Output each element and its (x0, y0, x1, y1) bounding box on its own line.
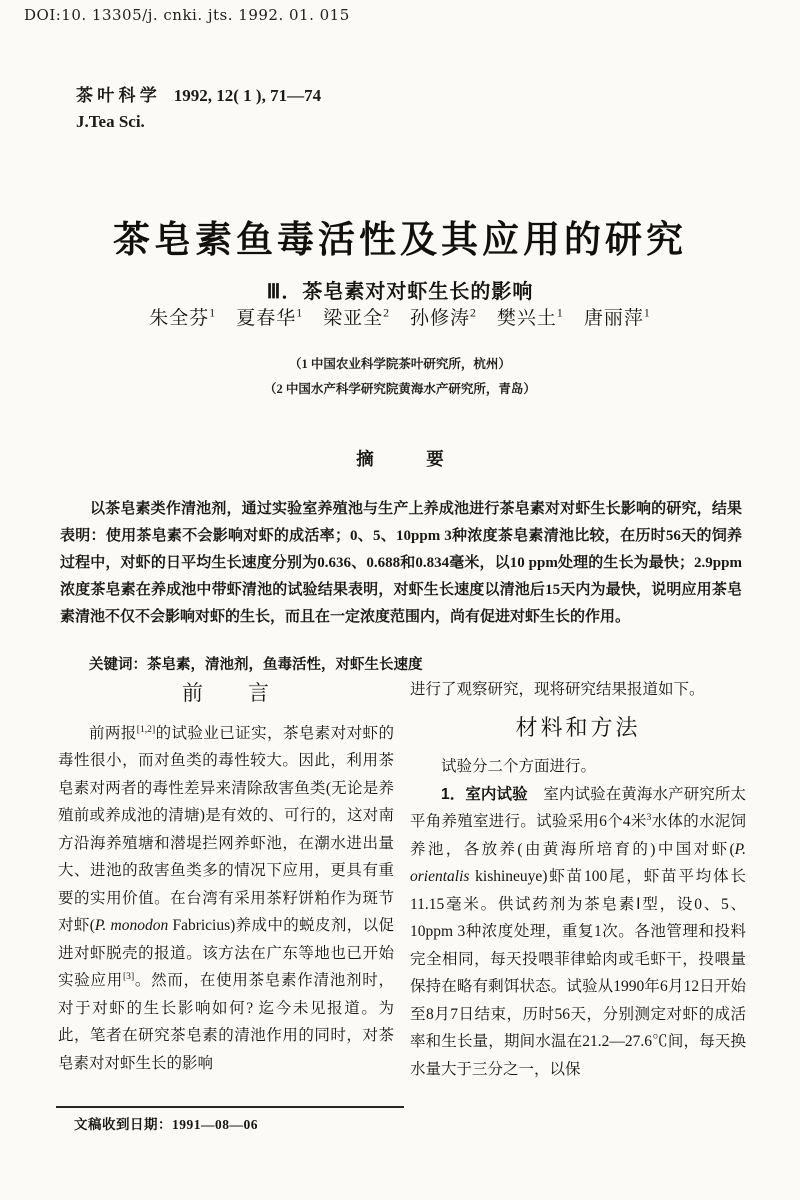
keywords-text: 茶皂素，清池剂，鱼毒活性，对虾生长速度 (147, 656, 423, 673)
affiliation-line-2: （2 中国水产科学研究院黄海水产研究所，青岛） (264, 382, 536, 396)
paper-title: 茶皂素鱼毒活性及其应用的研究 (113, 218, 687, 260)
abstract-text: 以茶皂素类作清池剂，通过实验室养殖池与生产上养成池进行茶皂素对对虾生长影响的研究，结果表明：使用茶皂素不会影响对虾的成活率；0、5、10ppm 3种浓度茶皂素清池比较，在历时56天的饲养过程中，对虾的日平均生长速度分别为0.636、0.688和0.834毫米，以10 ppm处理的生长为最快；2.9ppm浓度茶皂素在养成池中带虾清池的试验结果表明，对虾生长速度以清池后15天内为最快，说明应用茶皂素清池不仅不会影响对虾的生长，而且在一定浓度范围内，尚有促进对虾生长的作用。 (60, 501, 742, 625)
affiliations-block (0, 352, 800, 402)
methods-paragraph-2: 1．室内试验 室内试验在黄海水产研究所太平角养殖室进行。试验采用6个4米$^3$水体的水泥饲养池，各放养(由黄海所培育的)中国对虾(P. orientalis kishineuye)虾苗100尾，虾苗平均体长11.15毫米。供试药剂为茶皂素Ⅰ型，设0、5、10ppm 3种浓度处理，重复1次。各池管理和投料完全相同，每天投喂菲律蛤肉或毛虾干，投喂量保持在略有剩饵状态。试验从1990年6月12日开始至8月7日结束，历时56天，分别测定对虾的成活率和生长量，期间水温在21.2—27.6℃间，每天换水量大于三分之一，以保 (410, 785, 746, 1078)
journal-info (76, 83, 321, 135)
manuscript-received-note: 文稿收到日期：1991—08—06 (74, 1117, 258, 1132)
affiliation-line-1: （1 中国农业科学院茶叶研究所，杭州） (289, 357, 511, 371)
authors-line: 朱全芬$^1$ 夏春华$^1$ 梁亚全$^2$ 孙修涛$^2$ 樊兴土$^1$ 唐丽萍$^1$ (149, 306, 651, 329)
intro-heading: 前 言 (182, 681, 270, 705)
footnote-divider (56, 1106, 404, 1108)
abstract-heading: 摘 要 (356, 449, 444, 469)
paper-subtitle: Ⅲ．茶皂素对对虾生长的影响 (266, 280, 534, 303)
journal-citation-cn: 茶 叶 科 学 1992, 12( 1 ), 71—74 (76, 86, 322, 105)
doi-text: DOI:10. 13305/j. cnki. jts. 1992. 01. 015 (24, 6, 350, 24)
journal-citation-en: J.Tea Sci. (76, 112, 145, 131)
methods-heading: 材料和方法 (515, 714, 641, 740)
right-column (410, 676, 746, 1083)
two-column-body (58, 676, 746, 1083)
keywords-label: 关键词： (89, 656, 147, 673)
methods-paragraph-1: 试验分二个方面进行。 (441, 758, 597, 775)
intro-continuation: 进行了观察研究，现将研究结果报道如下。 (410, 681, 705, 698)
keywords-line (60, 653, 742, 674)
left-column (58, 676, 394, 1083)
intro-paragraph: 前两报[1,2]的试验业已证实，茶皂素对对虾的毒性很小，而对鱼类的毒性较大。因此，利用茶皂素对两者的毒性差异来清除敌害鱼类(无论是养殖前或养成池的清塘)是有效的、可行的，这对南方沿海养殖塘和潜堤拦网养虾池，在潮水进出量大、进池的敌害鱼类多的情况下应用，更具有重要的实用价值。在台湾有采用茶籽饼粕作为斑节对虾(P. monodon Fabricius)养成中的蜕皮剂，以促进对虾脱壳的报道。该方法在广东等地也已开始实验应用[3]。然而，在使用茶皂素作清池剂时，对于对虾的生长影响如何? 迄今未见报道。为此，笔者在研究茶皂素的清池作用的同时，对茶皂素对对虾生长的影响 (58, 723, 394, 1072)
